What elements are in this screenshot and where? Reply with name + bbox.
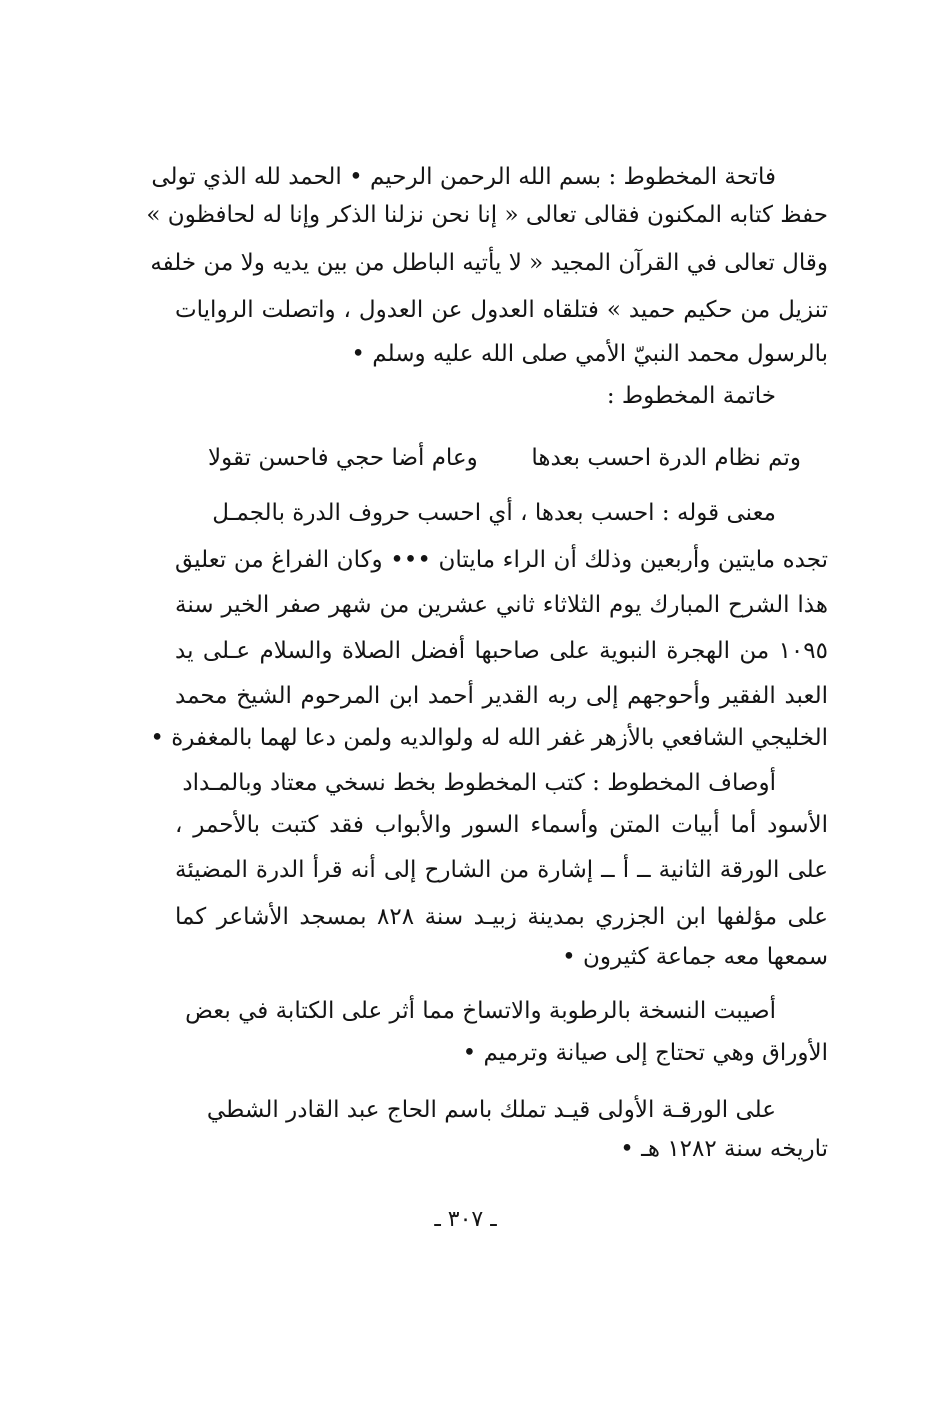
condition-line-2: الأوراق وهي تحتاج إلى صيانة وترميم • xyxy=(462,1040,828,1066)
opening-line-2: حفظ كتابه المكنون فقالى تعالى « إنا نحن نزلنا الذكر وإنا له لحافظون » xyxy=(146,202,828,228)
opening-line-5: بالرسول محمد النبيّ الأمي صلى الله عليه وسلم • xyxy=(351,341,828,367)
description-line-1: أوصاف المخطوط : كتب المخطوط بخط نسخي معتاد وبالمـداد xyxy=(182,770,776,796)
meaning-line-1: معنى قوله : احسب بعدها ، أي احسب حروف الدرة بالجمـل xyxy=(212,500,776,526)
description-line-5: سمعها معه جماعة كثيرون • xyxy=(562,944,828,970)
meaning-line-3: هذا الشرح المبارك يوم الثلاثاء ثاني عشرين من شهر صفر الخير سنة xyxy=(175,592,828,618)
page-number: ـ ٣٠٧ ـ xyxy=(434,1207,497,1232)
meaning-line-6: الخليجي الشافعي بالأزهر غفر الله له ولوالديه ولمن دعا لهما بالمغفرة • xyxy=(150,725,828,751)
description-line-4: على مؤلفها ابن الجزري بمدينة زبيـد سنة ٨٢٨ بمسجد الأشاعر كما xyxy=(175,904,828,930)
opening-line-3: وقال تعالى في القرآن المجيد « لا يأتيه الباطل من بين يديه ولا من خلفه xyxy=(150,250,828,276)
closing-heading: خاتمة المخطوط : xyxy=(606,383,776,409)
verse-hemistich-right: وتم نظام الدرة احسب بعدها xyxy=(531,445,801,471)
meaning-line-2: تجده مايتين وأربعين وذلك أن الراء مايتان ••• وكان الفراغ من تعليق xyxy=(175,547,828,573)
description-line-2: الأسود أما أبيات المتن وأسماء السور والأبواب فقد كتبت بالأحمر ، xyxy=(175,812,828,838)
meaning-line-5: العبد الفقير وأحوجهم إلى ربه القدير أحمد ابن المرحوم الشيخ محمد xyxy=(175,683,828,709)
opening-line-4: تنزيل من حكيم حميد » فتلقاه العدول عن العدول ، واتصلت الروايات xyxy=(175,297,828,323)
meaning-line-4: ١٠٩٥ من الهجرة النبوية على صاحبها أفضل الصلاة والسلام عـلى يد xyxy=(175,638,828,664)
opening-line-1: فاتحة المخطوط : بسم الله الرحمن الرحيم • الحمد لله الذي تولى xyxy=(151,164,776,190)
ownership-line-1: على الورقـة الأولى قيـد تملك باسم الحاج عبد القادر الشطي xyxy=(206,1097,776,1123)
verse-hemistich-left: وعام أضا حجي فاحسن تقولا xyxy=(208,445,478,471)
description-line-3: على الورقة الثانية ــ أ ــ إشارة من الشارح إلى أنه قرأ الدرة المضيئة xyxy=(175,857,828,883)
condition-line-1: أصيبت النسخة بالرطوبة والاتساخ مما أثر على الكتابة في بعض xyxy=(185,998,776,1024)
ownership-line-2: تاريخه سنة ١٢٨٢ هـ • xyxy=(620,1136,828,1162)
